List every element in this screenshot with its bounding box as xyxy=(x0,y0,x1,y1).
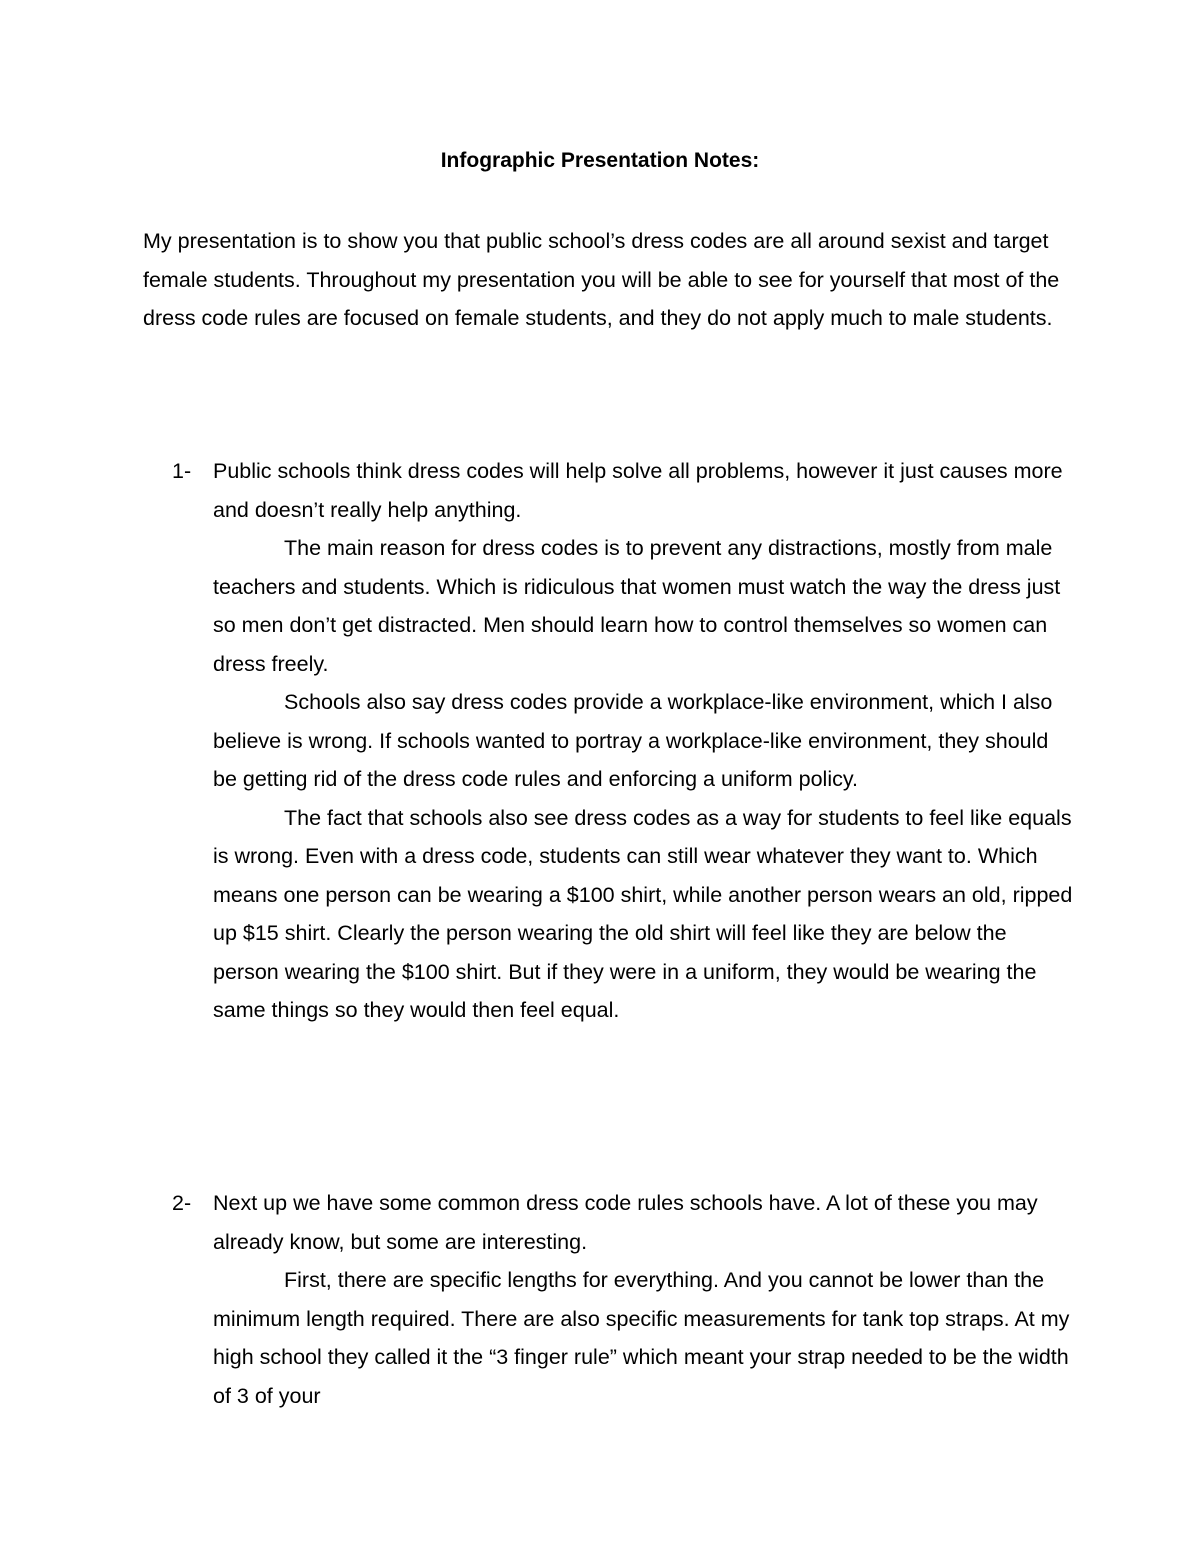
list-item-header xyxy=(143,452,1073,529)
intro-paragraph: My presentation is to show you that public school’s dress codes are all around sexist and target female students. Throughout my presentation you will be able to see for yourself that most of the dress code rules are focused on female students, and they do not apply much to male students. xyxy=(143,229,1060,330)
list-item-lead: Next up we have some common dress code rules schools have. A lot of these you may already know, but some are interesting. xyxy=(213,1191,1038,1254)
list-item-number: 2- xyxy=(172,1191,192,1215)
document-title: Infographic Presentation Notes: xyxy=(440,149,760,172)
list-item-header xyxy=(143,1184,1073,1261)
list-item xyxy=(143,1184,1073,1415)
list-item-paragraph: The fact that schools also see dress codes as a way for students to feel like equals is wrong. Even with a dress code, students can still wear whatever they want to. Which means one person can be wearing a $100 shirt, while another person wears an old, ripped up $15 shirt. Clearly the person wearing the old shirt will feel like they are below the person wearing the $100 shirt. But if they were in a uniform, they would be wearing the same things so they would then feel equal. xyxy=(213,805,1073,1022)
list-item xyxy=(143,452,1073,1030)
list-item-paragraph: First, there are specific lengths for everything. And you cannot be lower than the minimum length required. There are also specific measurements for tank top straps. At my high school they called it the “3 finger rule” which meant your strap needed to be the width of 3 of your xyxy=(213,1268,1070,1408)
list-item-number: 1- xyxy=(172,459,192,483)
list-item-paragraph: The main reason for dress codes is to prevent any distractions, mostly from male teachers and students. Which is ridiculous that women must watch the way the dress just so men don’t get distracted. Men should learn how to control themselves so women can dress freely. xyxy=(213,536,1061,676)
list-item-lead: Public schools think dress codes will help solve all problems, however it just causes more and doesn’t really help anything. xyxy=(213,459,1063,522)
list-item-paragraph: Schools also say dress codes provide a workplace-like environment, which I also believe is wrong. If schools wanted to portray a workplace-like environment, they should be getting rid of the dress code rules and enforcing a uniform policy. xyxy=(213,690,1053,791)
